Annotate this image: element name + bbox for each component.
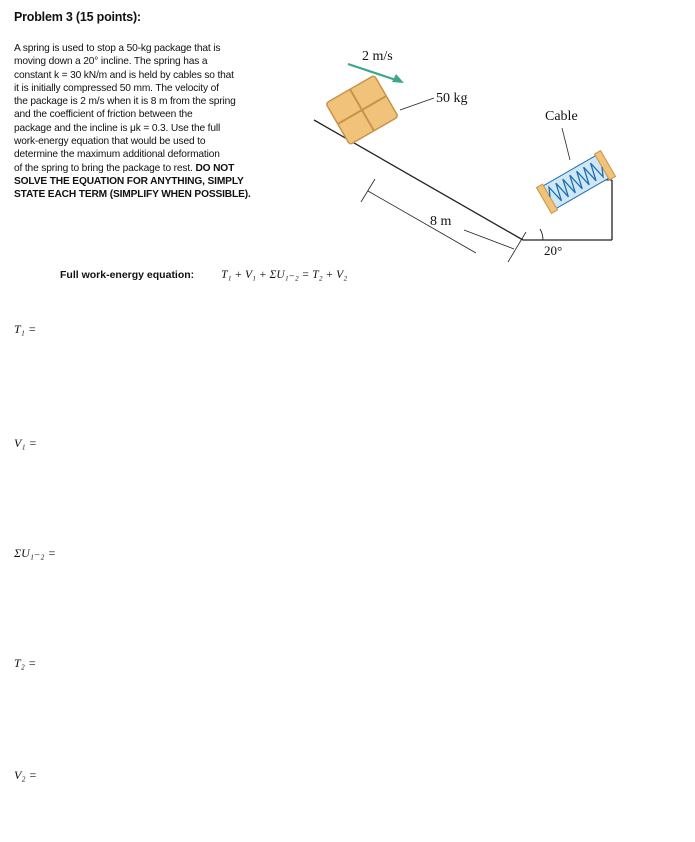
statement-line: work-energy equation that would be used to [14,136,206,148]
instruction-bold: STATE EACH TERM (SIMPLIFY WHEN POSSIBLE). [14,189,251,201]
spring-assembly [536,151,615,214]
term-t1 [14,322,36,337]
problem-title: Problem 3 (15 points): [14,10,141,24]
equals-sign: = [48,546,56,560]
statement-line: of the spring to bring the package to rest. [14,162,193,174]
statement-line-with-bold [14,162,314,175]
incline-diagram [300,40,620,270]
equals-sign: = [29,768,37,782]
statement-line: the package is 2 m/s when it is 8 m from the spring [14,96,236,108]
cable-leader [562,128,570,160]
statement-line: A spring is used to stop a 50-kg package that is [14,43,221,54]
statement-line: constant k = 30 kN/m and is held by cables so that [14,69,234,81]
velocity-label: 2 m/s [362,49,393,64]
dim-tick-start [361,179,375,202]
statement-line: package and the incline is μk = 0.3. Use the full [14,122,221,134]
term-sum-u [14,546,55,561]
mass-leader [400,98,434,110]
equation-label: Full work-energy equation: [60,269,195,281]
term-symbol: ΣU₁₋₂ [14,546,45,560]
instruction-bold: SOLVE THE EQUATION FOR ANYTHING, SIMPLY [14,175,244,187]
statement-line: moving down a 20° incline. The spring has a [14,56,208,68]
equals-sign: = [28,656,36,670]
cable-label: Cable [545,109,578,124]
package [326,75,398,145]
term-symbol: T₁ [14,322,25,336]
angle-arc [540,229,543,240]
statement-line: and the coefficient of friction between the [14,109,193,121]
term-t2 [14,656,36,671]
distance-label: 8 m [430,214,452,229]
term-symbol: T₂ [14,656,25,670]
distance-dim-line-2 [464,230,514,249]
equals-sign: = [28,322,36,336]
work-energy-equation: T₁ + V₁ + ΣU₁₋₂ = T₂ + V₂ [221,269,348,281]
equals-sign: = [29,436,37,450]
distance-dim-line [368,191,476,253]
problem-statement [14,42,314,202]
instruction-bold: DO NOT [195,162,235,174]
term-symbol: V₁ [14,436,26,450]
statement-line: it is initially compressed 50 mm. The velocity of [14,82,219,94]
angle-label: 20° [544,243,563,258]
term-v2 [14,768,36,783]
term-symbol: V₂ [14,768,26,782]
statement-line: determine the maximum additional deformation [14,149,220,161]
mass-label: 50 kg [436,91,468,106]
term-v1 [14,436,36,451]
